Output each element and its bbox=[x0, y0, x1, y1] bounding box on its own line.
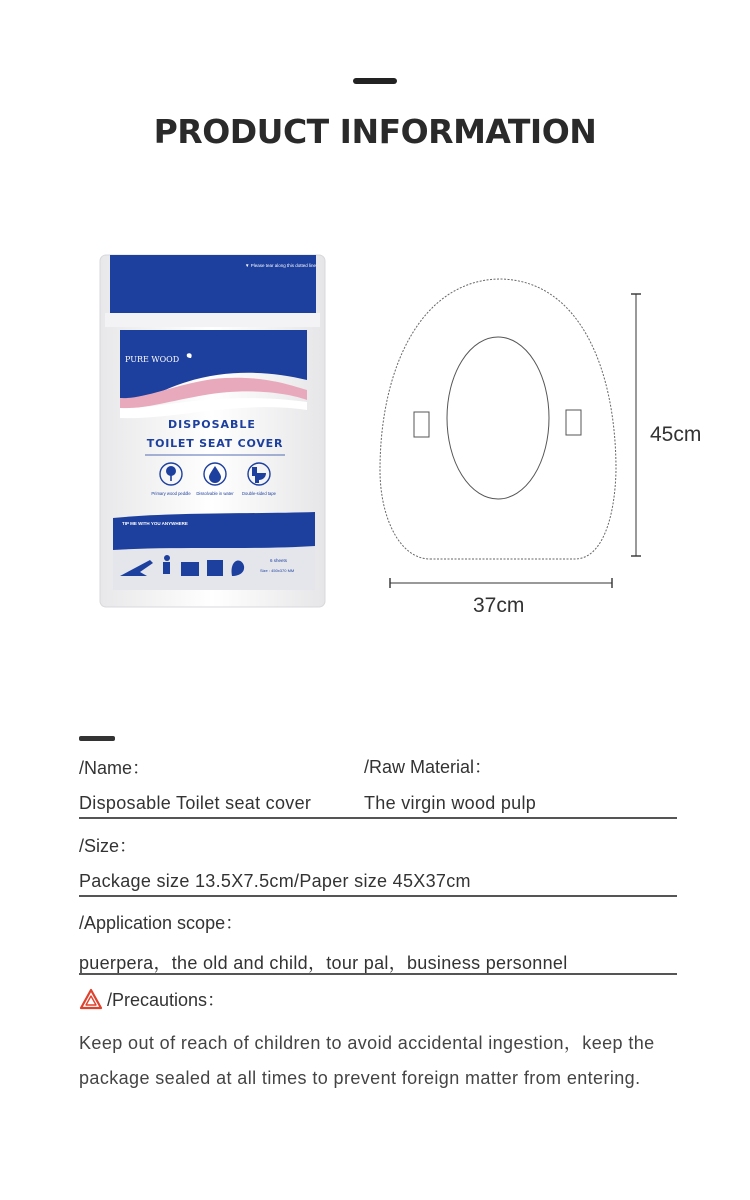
size-value: Package size 13.5X7.5cm/Paper size 45X37cm bbox=[79, 871, 471, 891]
divider bbox=[79, 895, 677, 897]
height-label: 45cm bbox=[650, 423, 702, 446]
traveler-icon bbox=[164, 555, 170, 561]
feature-1: Primary wood peddle bbox=[151, 491, 191, 496]
tear-instruction: ▼ Please tear along this dotted line bbox=[245, 263, 316, 268]
building-icon bbox=[181, 562, 199, 576]
size-label: /Size： bbox=[79, 836, 138, 856]
package-tagline: TIP ME WITH YOU ANYWHERE bbox=[122, 521, 188, 526]
header-dash bbox=[353, 78, 397, 84]
feature-2: Dissolvable in water bbox=[196, 491, 234, 496]
feature-3: Double-sided tape bbox=[242, 491, 276, 496]
page-title: PRODUCT INFORMATION bbox=[153, 112, 597, 151]
warning-icon bbox=[79, 988, 103, 1010]
width-label: 37cm bbox=[473, 594, 525, 617]
seat-cover-diagram bbox=[370, 270, 720, 630]
divider bbox=[79, 973, 677, 975]
material-label: /Raw Material： bbox=[364, 757, 493, 777]
name-label: /Name： bbox=[79, 758, 151, 778]
precautions-label: /Precautions： bbox=[107, 990, 226, 1010]
divider bbox=[79, 817, 677, 819]
precautions-text: Keep out of reach of children to avoid accidental ingestion，keep the package sealed at all times to prevent foreign matter from entering. bbox=[79, 1033, 655, 1088]
precautions-heading bbox=[79, 986, 225, 1012]
scope-value: puerpera，the old and child，tour pal，business personnel bbox=[79, 953, 568, 973]
package-size: Size : 450x370 MM bbox=[260, 568, 295, 573]
name-value: Disposable Toilet seat cover bbox=[79, 793, 312, 813]
bus-icon bbox=[207, 560, 223, 576]
info-section-dash bbox=[79, 736, 115, 741]
sheet-count: 6 sheets bbox=[270, 558, 288, 563]
scope-label: /Application scope： bbox=[79, 913, 244, 933]
brand-name: PURE WOOD bbox=[125, 355, 180, 364]
product-package-image bbox=[95, 250, 335, 620]
package-title-1: DISPOSABLE bbox=[168, 418, 256, 431]
material-value: The virgin wood pulp bbox=[364, 793, 537, 813]
package-title-2: TOILET SEAT COVER bbox=[146, 437, 284, 450]
